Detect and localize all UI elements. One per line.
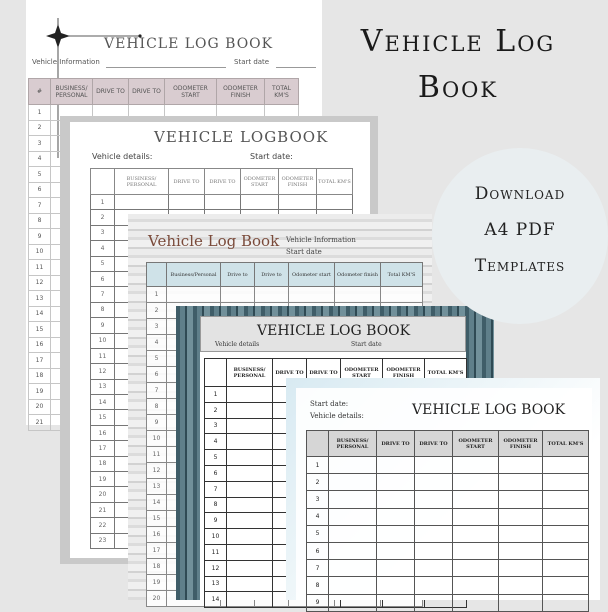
column-header: TOTAL KM'S [543,431,589,457]
column-header: ODOMETER START [453,431,499,457]
row-number: 6 [205,465,227,481]
table-cell [329,457,377,474]
table-cell [377,594,415,611]
table-cell [453,474,499,491]
row-number: 7 [205,481,227,497]
row-number: 17 [91,441,115,456]
column-header: Business/Personal [167,263,221,287]
row-number: 13 [91,379,115,394]
row-number: 7 [29,198,51,214]
row-number: 15 [29,322,51,338]
table-cell [227,450,273,466]
table-cell [543,594,589,611]
row-number: 21 [29,415,51,431]
table-header-row [147,263,423,287]
row-number: 1 [205,387,227,403]
table-cell [227,560,273,576]
table-cell [415,594,453,611]
start-date-label: Start date: [310,400,349,408]
vehicle-details-label: Vehicle details: [310,412,364,420]
row-number: 11 [29,260,51,276]
column-header: ODOMETER FINISH [217,79,265,105]
column-header: DRIVE TO [169,169,205,195]
row-number: 18 [29,368,51,384]
table-cell [543,577,589,594]
column-header: ODOMETER START [241,169,279,195]
column-header: Drive to [221,263,255,287]
row-number: 8 [307,577,329,594]
row-number: 6 [29,182,51,198]
column-header: DRIVE TO [129,79,165,105]
row-number: 11 [91,348,115,363]
row-number: 20 [147,591,167,607]
table-cell [415,457,453,474]
table-row [307,560,589,577]
row-number: 14 [147,495,167,511]
row-number: 17 [29,353,51,369]
row-number: 15 [147,511,167,527]
row-number: 15 [91,410,115,425]
column-header: DRIVE TO [93,79,129,105]
table-cell [543,542,589,559]
column-header [147,263,167,287]
table-cell [377,525,415,542]
download-badge [432,148,608,324]
row-number: 11 [205,544,227,560]
headline-line-2: Book [417,70,499,105]
start-date-line [276,67,316,68]
column-header: ODOMETER FINISH [383,359,425,387]
table-row [307,525,589,542]
table-cell [415,577,453,594]
row-number: 7 [147,383,167,399]
vehicle-details-label: Vehicle details: [92,152,153,161]
row-number: 22 [91,518,115,533]
table-cell [227,481,273,497]
row-number: 2 [91,210,115,225]
table-cell [227,513,273,529]
table-cell [499,457,543,474]
row-number: 4 [147,335,167,351]
table-cell [453,491,499,508]
row-number: 10 [205,529,227,545]
row-number: 19 [147,575,167,591]
table-cell [227,434,273,450]
table-cell [227,465,273,481]
row-number: 6 [307,542,329,559]
column-header: # [29,79,51,105]
table-cell [499,542,543,559]
sheet-title: VEHICLE LOG BOOK [257,323,411,339]
table-cell [227,387,273,403]
table-cell [255,287,289,303]
column-header: BUSINESS/ PERSONAL [115,169,169,195]
row-number: 1 [147,287,167,303]
row-number: 9 [91,318,115,333]
table-row [91,195,353,210]
table-row [307,474,589,491]
column-header: Odometer start [289,263,335,287]
table-row [307,577,589,594]
row-number: 10 [29,244,51,260]
row-number: 14 [29,306,51,322]
table-cell [329,525,377,542]
table-header-row [91,169,353,195]
row-number: 20 [91,487,115,502]
table-cell [415,474,453,491]
row-number: 13 [29,291,51,307]
table-cell [227,402,273,418]
headline-line-1: Vehicle Log [360,24,556,59]
column-header: Drive to [255,263,289,287]
column-header: BUSINESS/ PERSONAL [51,79,93,105]
table-cell [453,577,499,594]
table-row [307,508,589,525]
sheet-title: VEHICLE LOG BOOK [104,36,274,52]
start-date-label: Start date [286,248,322,256]
row-number: 14 [205,592,227,608]
column-header: DRIVE TO [415,431,453,457]
row-number: 10 [147,431,167,447]
vehicle-info-label: Vehicle Information [32,58,100,66]
table-cell [453,508,499,525]
row-number: 16 [29,337,51,353]
column-header: ODOMETER FINISH [279,169,317,195]
column-header: DRIVE TO [273,359,307,387]
table-cell [227,529,273,545]
row-number: 19 [29,384,51,400]
table-cell [329,577,377,594]
badge-line-2: A4 PDF [484,220,556,240]
table-cell [543,491,589,508]
row-number: 16 [147,527,167,543]
table-cell [329,560,377,577]
row-number: 8 [205,497,227,513]
table-cell [381,287,423,303]
sheet-title: VEHICLE LOGBOOK [154,128,329,146]
sheet-header [200,316,466,352]
row-number: 1 [307,457,329,474]
table-row [307,457,589,474]
table-row [307,594,589,611]
row-number: 21 [91,502,115,517]
row-number: 2 [147,303,167,319]
table-cell [227,592,273,608]
column-header [91,169,115,195]
row-number: 9 [205,513,227,529]
table-cell [499,474,543,491]
table-row [307,491,589,508]
column-header: ODOMETER FINISH [499,431,543,457]
row-number: 3 [147,319,167,335]
table-cell [317,195,353,210]
table-cell [499,577,543,594]
table-cell [227,418,273,434]
table-cell [499,594,543,611]
table-cell [415,560,453,577]
table-cell [167,287,221,303]
vehicle-details-label: Vehicle details [215,341,260,348]
column-header: DRIVE TO [307,359,341,387]
column-header [307,431,329,457]
table-cell [329,474,377,491]
row-number: 12 [205,560,227,576]
row-number: 8 [91,302,115,317]
table-header-row [29,79,299,105]
table-cell [289,287,335,303]
row-number: 2 [29,120,51,136]
sheet-title: VEHICLE LOG BOOK [412,402,566,418]
row-number: 17 [147,543,167,559]
table-cell [241,195,279,210]
start-date-label: Start date [351,341,382,348]
table-cell [227,544,273,560]
table-cell [227,497,273,513]
row-number: 6 [147,367,167,383]
table-cell [415,508,453,525]
row-number: 9 [307,594,329,611]
column-header: DRIVE TO [377,431,415,457]
row-number: 10 [91,333,115,348]
table-cell [377,491,415,508]
column-header [205,359,227,387]
row-number: 11 [147,447,167,463]
column-header: Total KM'S [381,263,423,287]
row-number: 4 [205,434,227,450]
row-number: 13 [147,479,167,495]
row-number: 3 [91,225,115,240]
table-cell [227,576,273,592]
table-cell [377,560,415,577]
table-cell [453,457,499,474]
vehicle-info-label: Vehicle Information [286,236,356,244]
row-number: 4 [91,241,115,256]
row-number: 1 [29,105,51,121]
row-number: 3 [29,136,51,152]
table-header-row [307,431,589,457]
badge-line-3: Templates [474,256,566,276]
column-header: TOTAL KM'S [425,359,467,387]
row-number: 4 [307,508,329,525]
row-number: 5 [147,351,167,367]
row-number: 16 [91,425,115,440]
row-number: 2 [205,402,227,418]
table-cell [377,542,415,559]
table-cell [377,577,415,594]
log-table [306,430,589,612]
table-cell [499,508,543,525]
table-cell [329,542,377,559]
table-cell [543,525,589,542]
row-number: 1 [91,195,115,210]
table-cell [221,287,255,303]
row-number: 8 [147,399,167,415]
table-cell [453,560,499,577]
row-number: 12 [147,463,167,479]
template-sheet-watercolor [286,378,600,607]
row-number: 23 [91,533,115,548]
sheet-page [296,388,592,607]
row-number: 18 [147,559,167,575]
column-header: ODOMETER START [165,79,217,105]
table-cell [377,457,415,474]
column-header: Odometer finish [335,263,381,287]
row-number: 7 [307,560,329,577]
table-cell [335,287,381,303]
column-header: BUSINESS/ PERSONAL [329,431,377,457]
row-number: 5 [29,167,51,183]
column-header: ODOMETER START [341,359,383,387]
table-cell [329,491,377,508]
row-number: 19 [91,472,115,487]
row-number: 5 [307,525,329,542]
row-number: 13 [205,576,227,592]
row-number: 14 [91,395,115,410]
sheet-title: Vehicle Log Book [148,232,280,250]
table-cell [329,594,377,611]
row-number: 9 [147,415,167,431]
row-number: 7 [91,287,115,302]
start-date-label: Start date: [250,152,293,161]
row-number: 5 [91,256,115,271]
table-row [307,542,589,559]
row-number: 3 [307,491,329,508]
row-number: 8 [29,213,51,229]
table-cell [543,560,589,577]
product-headline [318,22,598,108]
column-header: BUSINESS/ PERSONAL [227,359,273,387]
table-cell [453,594,499,611]
table-cell [499,525,543,542]
table-cell [453,542,499,559]
table-cell [279,195,317,210]
row-number: 12 [91,364,115,379]
row-number: 20 [29,399,51,415]
start-date-label: Start date [234,58,270,66]
table-cell [415,542,453,559]
table-row [147,287,423,303]
column-header: TOTAL KM'S [265,79,299,105]
vehicle-info-line [106,67,226,68]
table-cell [543,457,589,474]
row-number: 4 [29,151,51,167]
table-cell [377,508,415,525]
table-cell [415,525,453,542]
table-cell [169,195,205,210]
row-number: 5 [205,450,227,466]
table-cell [499,491,543,508]
table-cell [115,195,169,210]
table-cell [543,474,589,491]
row-number: 3 [205,418,227,434]
row-number: 9 [29,229,51,245]
table-cell [499,560,543,577]
row-number: 6 [91,271,115,286]
row-number: 12 [29,275,51,291]
table-cell [543,508,589,525]
table-cell [377,474,415,491]
table-cell [329,508,377,525]
row-number: 2 [307,474,329,491]
column-header: DRIVE TO [205,169,241,195]
table-cell [205,195,241,210]
column-header: TOTAL KM'S [317,169,353,195]
row-number: 18 [91,456,115,471]
table-cell [453,525,499,542]
badge-line-1: Download [474,184,566,204]
table-cell [415,491,453,508]
